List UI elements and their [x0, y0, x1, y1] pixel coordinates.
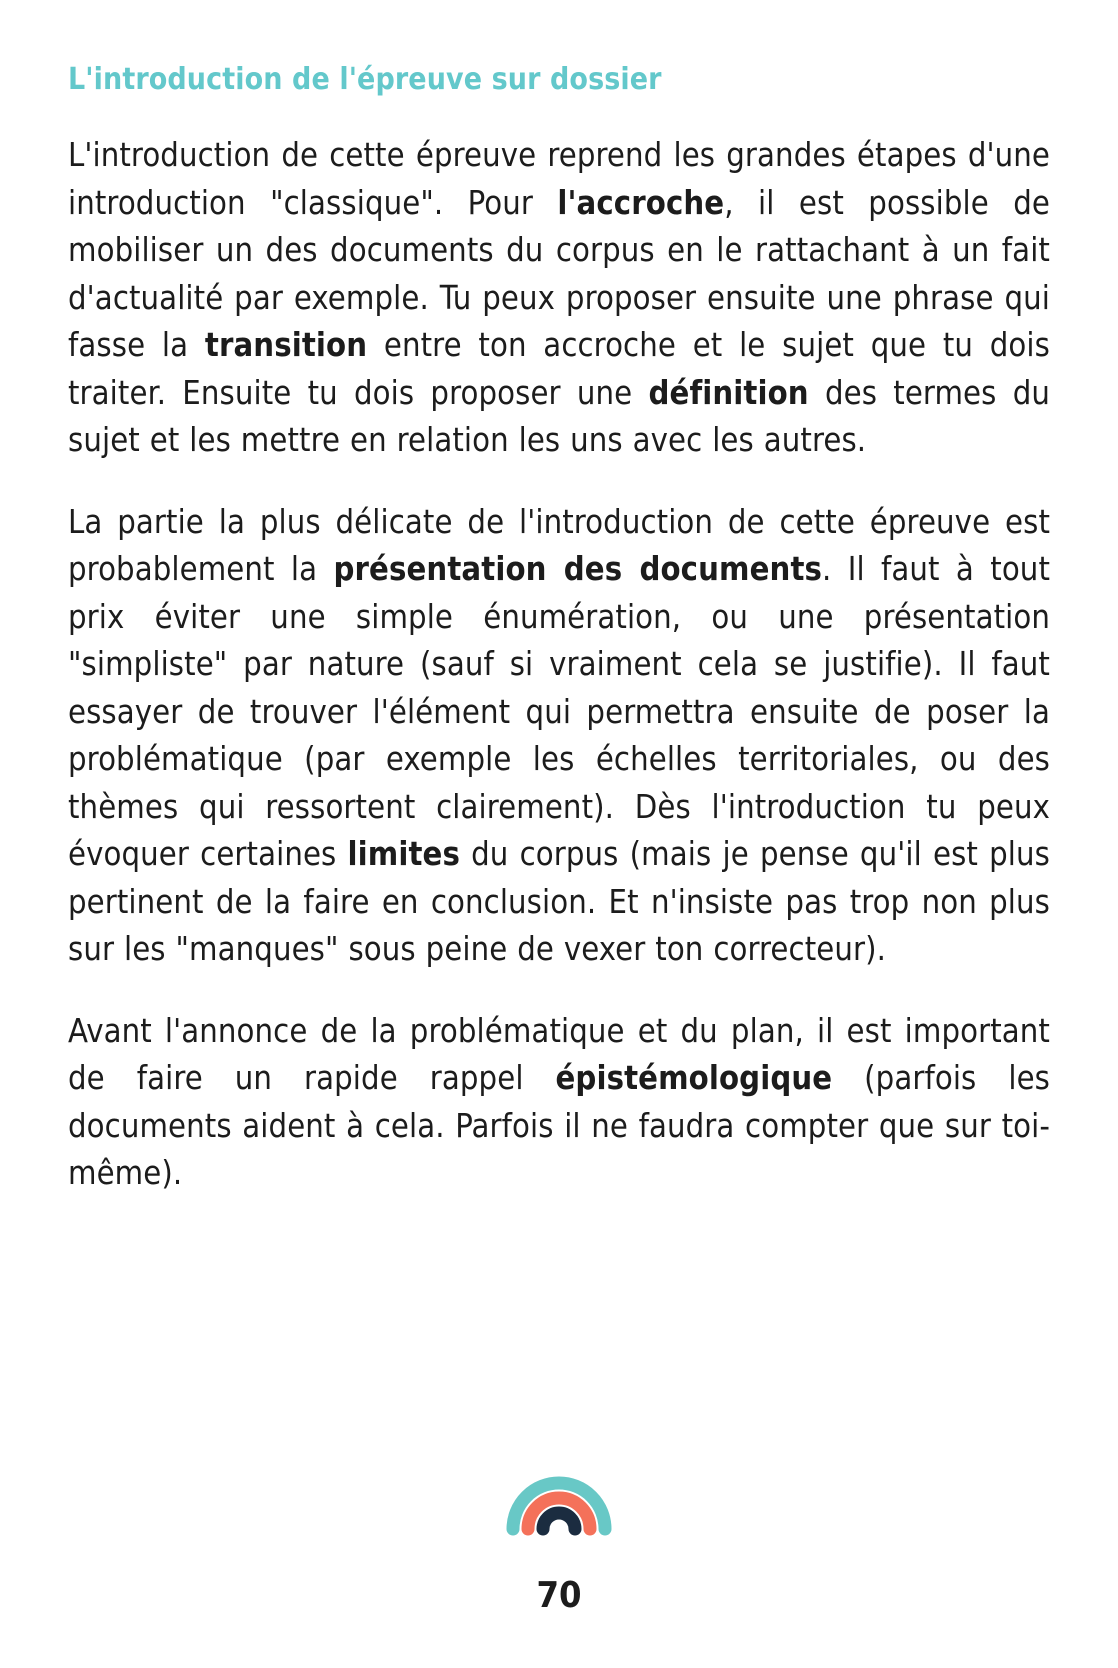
paragraph-2-segment-2: . Il faut à tout prix éviter une simple énumération, ou une présentation "simpliste" par nature (sauf si vraiment cela se justifie). Il faut essayer de trouver l'élément qui permettra ensuite de poser la problématique (par exemple les échelles territoriales, ou des thèmes qui ressortent clairement). Dès l'introduction tu peux évoquer certaines	[68, 550, 1050, 873]
body-content	[68, 98, 1050, 1198]
paragraph-3-segment-2: (parfois les documents aident à cela. Parfois il ne faudra compter que sur toi-même).	[68, 1059, 1051, 1192]
paragraph-3	[68, 1008, 1050, 1198]
paragraph-1	[68, 132, 1050, 465]
paragraph-3-segment-1: Avant l'annonce de la problématique et du plan, il est important de faire un rapide rappel	[68, 1011, 1050, 1097]
rainbow-icon	[495, 1435, 623, 1539]
page-title: L'introduction de l'épreuve sur dossier	[68, 62, 662, 97]
paragraph-1-segment-1: L'introduction de cette épreuve reprend les grandes étapes d'une introduction "classique". Pour	[68, 136, 1050, 222]
paragraph-1-segment-4: des termes du sujet et les mettre en relation les uns avec les autres.	[68, 373, 1050, 459]
paragraph-2-segment-1: La partie la plus délicate de l'introduction de cette épreuve est probablement la	[68, 502, 1050, 588]
paragraph-1-segment-2: , il est possible de mobiliser un des documents du corpus en le rattachant à un fait d'actualité par exemple. Tu peux proposer ensuite une phrase qui fasse la	[68, 183, 1050, 364]
bold-presentation-des-documents: présentation des documents	[333, 550, 823, 588]
logo-container	[0, 1435, 1118, 1539]
bold-limites: limites	[347, 835, 460, 873]
bold-transition: transition	[204, 326, 368, 364]
bold-definition: définition	[648, 373, 809, 412]
bold-accroche: l'accroche	[557, 183, 725, 222]
page-number: 70	[536, 1575, 582, 1616]
paragraph-2	[68, 499, 1050, 974]
page-footer	[0, 1383, 1118, 1616]
paragraph-1-segment-3: entre ton accroche et le sujet que tu dois traiter. Ensuite tu dois proposer une	[68, 326, 1050, 412]
paragraph-2-segment-3: du corpus (mais je pense qu'il est plus pertinent de la faire en conclusion. Et n'insiste pas trop non plus sur les "manques" sous peine de vexer ton correcteur).	[68, 835, 1050, 968]
bold-epistemologique: épistémologique	[555, 1059, 833, 1097]
